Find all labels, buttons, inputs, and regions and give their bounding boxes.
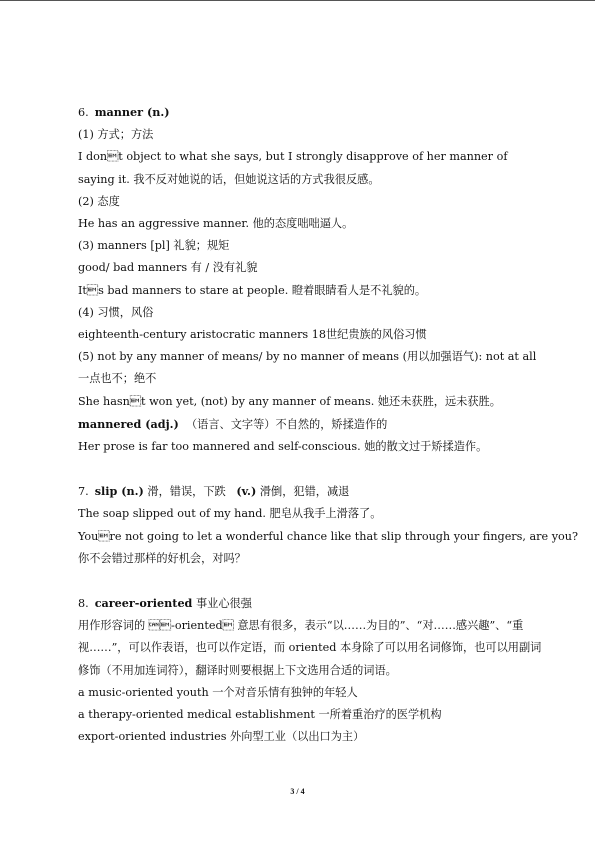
spacer (78, 570, 542, 592)
usage-paragraph: 用作形容词的 -oriented 意思有很多，表示“以……为目的”、“对……感兴趣”、“重视……”，可以作表语，也可以作定语，而 oriented 本身除了可以用名词修饰，也可以用副词修饰（不用加连词符），翻译时则要根据上下文选用合适的词语。 (78, 619, 542, 677)
slip-example-2-en: Youre not going to let a wonderful chance like that slip through your fingers, are you? (78, 529, 578, 543)
sense-3-example-1: good/ bad manners 有 / 没有礼貌 (78, 261, 258, 275)
sense-2-example: He has an aggressive manner. 他的态度咄咄逼人。 (78, 217, 354, 231)
sense-3: (3) manners [pl] 礼貌；规矩 (78, 239, 230, 253)
section-title: career-oriented (94, 596, 193, 611)
section-number: 7. (78, 485, 89, 499)
slip-example-2-zh: 你不会错过那样的好机会，对吗？ (78, 551, 246, 565)
oriented-example-2: a therapy-oriented medical establishment 一所着重治疗的医学机构 (78, 708, 442, 722)
section-title: manner (n.) (94, 105, 170, 119)
adjective-example: Her prose is far too mannered and self-conscious. 她的散文过于矫揉造作。 (78, 440, 488, 454)
page-number: 3 / 4 (290, 787, 305, 796)
sense-1-example: I dont object to what she says, but I strongly disapprove of her manner of saying it. 我不反对她说的话，但她说这话的方式我很反感。 (78, 150, 508, 186)
verb-definition: 滑倒，犯错，减退 (259, 485, 350, 499)
section-definition: 事业心很强 (195, 597, 252, 611)
section-title: slip (n.) (94, 484, 144, 499)
sense-4-example: eighteenth-century aristocratic manners 18世纪贵族的风俗习惯 (78, 328, 427, 342)
top-border-line (0, 0, 595, 1)
sense-4: (4) 习惯，风俗 (78, 305, 154, 319)
sense-3-example-2: Its bad manners to stare at people. 瞪着眼睛看人是不礼貌的。 (78, 283, 427, 297)
slip-example-1: The soap slipped out of my hand. 肥皂从我手上滑落了。 (78, 507, 382, 521)
section-8-heading (78, 592, 542, 615)
sense-5-example: She hasnt won yet, (not) by any manner of means. 她还未获胜，远未获胜。 (78, 394, 501, 408)
adjective-title: mannered (adj.) (78, 416, 179, 431)
adjective-definition: （语言、文字等）不自然的，矫揉造作的 (185, 417, 388, 431)
section-number: 8. (78, 597, 89, 611)
verb-title: (v.) (236, 484, 257, 499)
page-content (78, 101, 578, 748)
noun-definition: 滑，错误，下跌 (147, 485, 226, 499)
sense-5: (5) not by any manner of means/ by no manner of means (用以加强语气): not at all 一点也不；绝不 (78, 350, 537, 386)
oriented-example-3: export-oriented industries 外向型工业（以出口为主） (78, 730, 365, 744)
adjective-entry (78, 413, 542, 436)
section-number: 6. (78, 106, 89, 119)
section-7-heading (78, 480, 542, 503)
oriented-example-1: a music-oriented youth 一个对音乐情有独钟的年轻人 (78, 685, 358, 699)
sense-1: (1) 方式；方法 (78, 128, 154, 142)
sense-2: (2) 态度 (78, 194, 120, 208)
section-6-heading (78, 101, 542, 124)
spacer (78, 458, 542, 480)
